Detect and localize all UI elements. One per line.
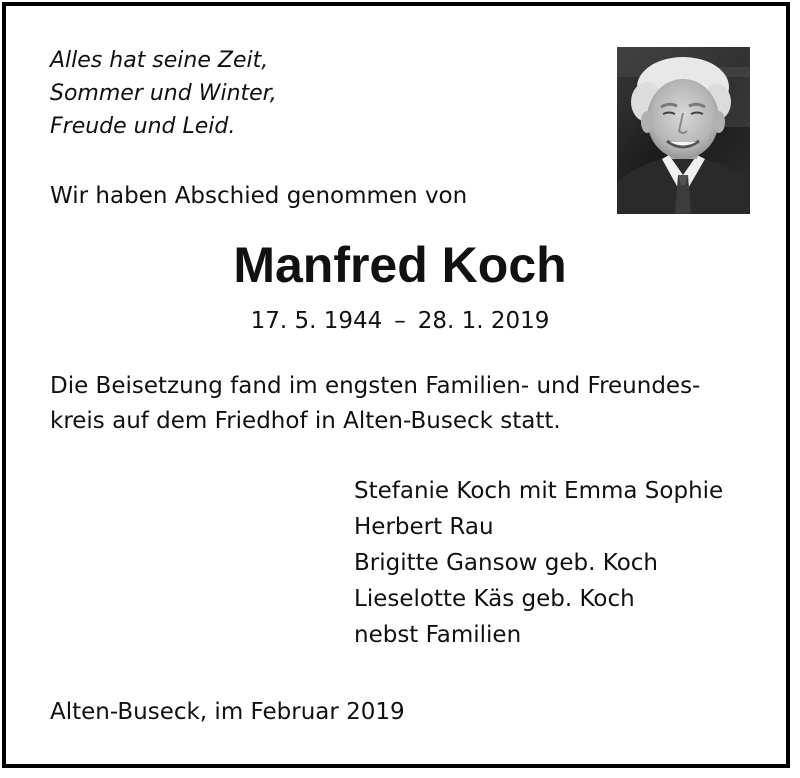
motto-line: Alles hat seine Zeit,: [50, 48, 269, 73]
announcement-line: kreis auf dem Friedhof in Alten-Buseck statt.: [50, 408, 561, 434]
death-date: 28. 1. 2019: [417, 308, 550, 334]
deceased-name: Manfred Koch: [233, 237, 567, 293]
farewell-intro: Wir haben Abschied genommen von: [50, 183, 468, 209]
mourner-entry: Stefanie Koch mit Emma Sophie: [354, 478, 724, 504]
burial-announcement: [50, 369, 700, 439]
portrait-photo-icon: [617, 47, 750, 214]
motto-line: Sommer und Winter,: [50, 81, 277, 106]
announcement-line: Die Beisetzung fand im engsten Familien- und Freundes-: [50, 373, 701, 399]
mourner-entry: Lieselotte Käs geb. Koch: [354, 586, 635, 612]
life-dates: [0, 308, 800, 334]
place-and-date: Alten-Buseck, im Februar 2019: [50, 699, 405, 725]
motto-line: Freude und Leid.: [50, 114, 236, 139]
birth-date: 17. 5. 1944: [250, 308, 383, 334]
motto-verse: [50, 44, 277, 143]
mourner-entry: nebst Familien: [354, 622, 522, 648]
mourners-list: [354, 473, 723, 653]
date-dash: –: [394, 308, 406, 334]
mourner-entry: Brigitte Gansow geb. Koch: [354, 550, 658, 576]
mourner-entry: Herbert Rau: [354, 514, 494, 540]
